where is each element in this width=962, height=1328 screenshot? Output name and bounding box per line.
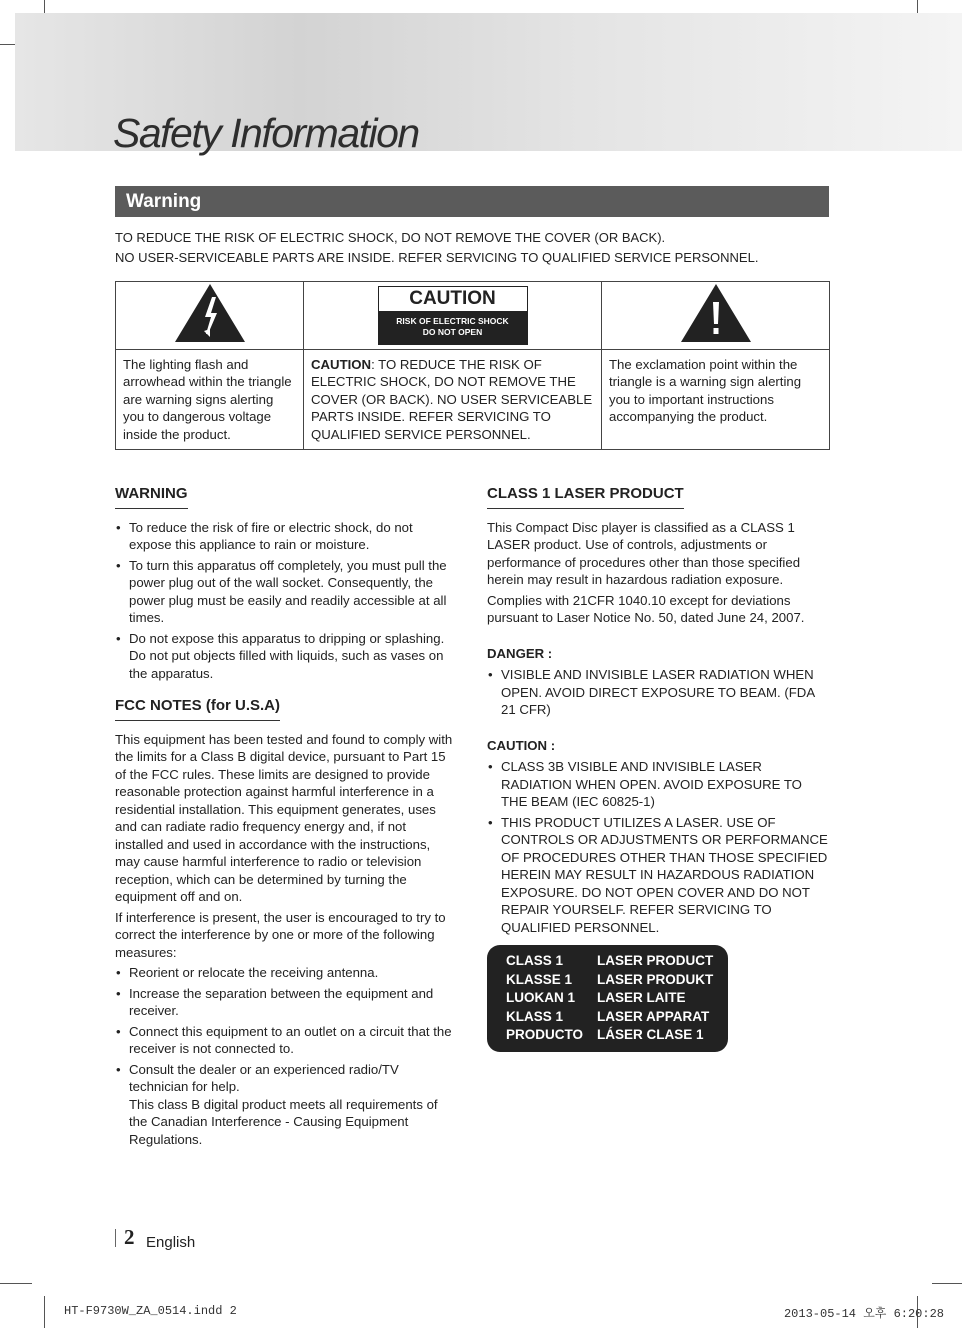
crop-mark	[932, 1283, 962, 1284]
caution-label-cell	[304, 282, 602, 350]
warning-list	[115, 519, 457, 683]
caution-description	[304, 349, 602, 450]
exclamation-symbol-cell	[602, 282, 830, 350]
canadian-compliance-note: This class B digital product meets all requirements of the Canadian Interference - Causing Equipment Regulations.	[129, 1096, 438, 1147]
laser-label-row	[506, 1008, 728, 1027]
laser-label-row	[506, 952, 728, 971]
laser-label-product: LÁSER CLASE 1	[597, 1027, 704, 1043]
laser-label-class: PRODUCTO	[506, 1027, 584, 1043]
list-item: • THIS PRODUCT UTILIZES A LASER. USE OF CONTROLS OR ADJUSTMENTS OR PERFORMANCE OF PROCEDURES OTHER THAN THOSE SPECIFIED HEREIN MAY RESULT IN HAZARDOUS RADIATION EXPOSURE. DO NOT OPEN COVER AND DO NOT REPAIR YOURSELF. REFER SERVICING TO QUALIFIED PERSONNEL.	[487, 814, 829, 937]
exclamation-description: The exclamation point within the triangle is a warning sign alerting you to important instructions accompanying the product.	[602, 349, 830, 450]
safety-symbol-table	[115, 281, 830, 450]
lightning-triangle-icon	[173, 282, 247, 344]
caution-description-text: : TO REDUCE THE RISK OF ELECTRIC SHOCK, DO NOT REMOVE THE COVER (OR BACK). NO USER SERVICEABLE PARTS INSIDE. REFER SERVICING TO QUALIFIED SERVICE PERSONNEL.	[311, 356, 593, 442]
laser-label-row	[506, 989, 728, 1008]
list-item: • Do not expose this apparatus to dripping or splashing. Do not put objects filled with liquids, such as vases on the apparatus.	[115, 630, 457, 683]
laser-label-product: LASER PRODUKT	[597, 971, 714, 987]
crop-mark	[0, 1283, 32, 1284]
caution-description-bold: CAUTION	[311, 356, 372, 372]
print-slug-timestamp: 2013-05-14 오후 6:20:28	[783, 1307, 944, 1321]
laser-label-class: KLASSE 1	[506, 971, 573, 987]
page-number: 2	[124, 1225, 135, 1249]
caution-label	[378, 286, 528, 345]
list-item: • CLASS 3B VISIBLE AND INVISIBLE LASER RADIATION WHEN OPEN. AVOID EXPOSURE TO THE BEAM (IEC 60825-1)	[487, 758, 829, 811]
left-column	[115, 485, 457, 1151]
fcc-paragraph-1: This equipment has been tested and found to comply with the limits for a Class B digital device, pursuant to Part 15 of the FCC rules. These limits are designed to provide reasonable protection against harmful interference in a residential installation. This equipment generates, uses and can radiate radio frequency energy and, if not installed and used in accordance with the instructions, may cause harmful interference to radio or television reception, which can be determined by turning the equipment off and on.	[115, 731, 453, 904]
list-item: • To reduce the risk of fire or electric shock, do not expose this appliance to rain or moisture.	[115, 519, 457, 554]
caution-label-sub-line-1: RISK OF ELECTRIC SHOCK	[396, 315, 509, 326]
page-language: English	[146, 1234, 196, 1251]
warning-heading-bar: Warning	[115, 186, 829, 217]
laser-label-product: LASER PRODUCT	[597, 953, 714, 968]
footer-divider	[115, 1229, 116, 1247]
exclamation-triangle-icon	[679, 282, 753, 344]
intro-line-1: TO REDUCE THE RISK OF ELECTRIC SHOCK, DO NOT REMOVE THE COVER (OR BACK).	[115, 230, 666, 245]
fcc-list	[115, 964, 457, 1148]
laser-label-row	[506, 1026, 728, 1045]
laser-label-product: LASER APPARAT	[597, 1008, 710, 1024]
list-item: • Connect this equipment to an outlet on a circuit that the receiver is not connected to.	[115, 1023, 457, 1058]
list-item: • VISIBLE AND INVISIBLE LASER RADIATION WHEN OPEN. AVOID DIRECT EXPOSURE TO BEAM. (FDA 21 CFR)	[487, 666, 829, 719]
laser-label-product: LASER LAITE	[597, 990, 686, 1006]
page-title: Safety Information	[113, 110, 419, 156]
lightning-symbol-cell	[116, 282, 304, 350]
fcc-paragraph-2: If interference is present, the user is encouraged to try to correct the interference by one or more of the following measures:	[115, 909, 446, 960]
caution-list	[487, 758, 829, 936]
warning-intro	[115, 228, 758, 268]
lightning-description: The lighting flash and arrowhead within the triangle are warning signs alerting you to dangerous voltage inside the product.	[116, 349, 304, 450]
laser-paragraph-1: This Compact Disc player is classified as a CLASS 1 LASER product. Use of controls, adjustments or performance of procedures other than those specified herein may result in hazardous radiation exposure.	[487, 519, 801, 587]
caution-label-subtitle	[379, 311, 527, 344]
list-item-text: Consult the dealer or an experienced radio/TV technician for help.	[129, 1061, 399, 1094]
danger-label: DANGER :	[487, 645, 553, 661]
right-column	[487, 485, 829, 1052]
list-item: • Increase the separation between the equipment and receiver.	[115, 985, 457, 1020]
danger-list	[487, 666, 829, 719]
list-item: • To turn this apparatus off completely, you must pull the power plug out of the wall socket. Consequently, the power plug must be easily and readily accessible at all times.	[115, 557, 457, 627]
print-slug-file: HT-F9730W_ZA_0514.indd 2	[64, 1304, 237, 1318]
caution-label-sub-line-2: DO NOT OPEN	[422, 326, 483, 337]
laser-label-class: KLASS 1	[506, 1008, 564, 1024]
list-item: • Reorient or relocate the receiving antenna.	[115, 964, 457, 982]
intro-line-2: NO USER-SERVICEABLE PARTS ARE INSIDE. REFER SERVICING TO QUALIFIED SERVICE PERSONNEL.	[115, 250, 759, 265]
laser-paragraph-2: Complies with 21CFR 1040.10 except for deviations pursuant to Laser Notice No. 50, dated June 24, 2007.	[487, 592, 805, 625]
laser-section-title: CLASS 1 LASER PRODUCT	[487, 485, 684, 509]
caution-heading: CAUTION :	[487, 737, 556, 753]
caution-label-title: CAUTION	[409, 287, 496, 309]
list-item	[115, 1061, 457, 1149]
warning-section-title: WARNING	[115, 485, 188, 509]
laser-class-label	[487, 945, 728, 1052]
fcc-section-title: FCC NOTES (for U.S.A)	[115, 697, 280, 721]
laser-label-class: CLASS 1	[506, 953, 564, 968]
laser-label-row	[506, 971, 728, 990]
laser-label-class: LUOKAN 1	[506, 990, 576, 1006]
crop-mark	[44, 1296, 45, 1328]
